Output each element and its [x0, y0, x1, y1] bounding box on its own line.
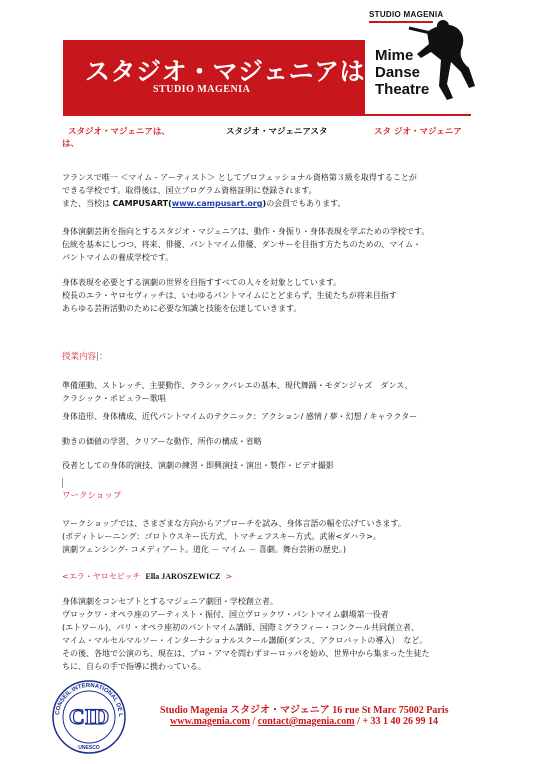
p2-line1: 身体演劇芸術を指向とするスタジオ・マジェニアは、動作・身振り・身体表現を学ぶための学校です。: [62, 227, 430, 236]
p1-line2: できる学校です。取得後は、国立プログラム資格証明に登録されます。: [62, 186, 317, 195]
p3-line2: 校長のエラ・ヤロセヴィッチは、いわゆるパントマイムにとどまらず、生徒たちが将来目指す: [62, 291, 397, 300]
director-line3: (エトワール)、パリ・オペラ座初のパントマイム講師、国際ミグラフィー・コンクール共同創立者、: [62, 623, 419, 632]
footer-web-link[interactable]: www.magenia.com: [170, 716, 250, 727]
header-banner: [63, 40, 365, 114]
logo-mime: Mime: [375, 47, 414, 64]
footer-contacts: [170, 716, 438, 727]
intro-col2: スタジオ・マジェニアスタ: [226, 127, 328, 137]
footer-phone: / + 33 1 40 26 99 14: [354, 716, 439, 727]
footer-address: Studio Magenia スタジオ・マジェニア 16 rue St Marc 75002 Paris: [160, 705, 449, 716]
p2-line3: パントマイムの養成学校です。: [62, 253, 174, 262]
director-line2: ヴロックワ・オペラ座のアーティスト・振付、国立ヴロックワ・パントマイム劇場第一役者: [62, 610, 389, 619]
cursor-marker: [62, 478, 63, 488]
p1-line3-post: の会員でもあります。: [266, 199, 346, 208]
director-line1: 身体演劇をコンセプトとするマジェニア劇団・学校創立者。: [62, 597, 278, 606]
workshop-line2: (ボディトレーニング：ゴロトウスキー氏方式、トマチェフスキー方式。武術<ダハラ>。: [62, 532, 381, 541]
p1-line3-pre: また、当校は: [62, 199, 113, 208]
workshop-line1: ワークショップでは、さまざまな方向からアプローチを試み、身体言語の幅を広げていきます。: [62, 519, 406, 528]
intro-col3: スタ ジオ・マジェニア: [374, 127, 462, 137]
director-line5: その後、各地で公演のち、現在は、プロ・アマを問わずヨーロッパを始め、世界中から集まった生徒た: [62, 649, 430, 658]
campusart-link[interactable]: www.campusart.org: [171, 199, 263, 208]
p3-line1: 身体表現を必要とする演劇の世界を目指すすべての人々を対象としています。: [62, 278, 342, 287]
intro-col1: スタジオ・マジェニアは、: [68, 127, 170, 137]
campusart-label: CAMPUSART(: [112, 199, 172, 208]
campusart-close: ): [262, 199, 267, 208]
banner-title: スタジオ・マジェニアは: [85, 57, 366, 86]
classes-line1: 準備運動、ストレッチ、主要動作、クラシックバレエの基本、現代舞踊・モダンジャズ ダンス、: [62, 381, 413, 390]
seal-ring-text: CONSEIL INTERNATIONAL DE L: [55, 682, 124, 718]
footer-separator: /: [250, 716, 258, 727]
mime-danse-theatre-logo: [369, 10, 479, 114]
director-name: Ella JAROSZEWICZ: [145, 572, 221, 581]
p2-line2: 伝統を基本にしつつ、将来、俳優、パントマイム俳優、ダンサーを目指す方たちのための、マイム・: [62, 240, 422, 249]
logo-theatre: Theatre: [375, 81, 430, 98]
director-heading: [62, 570, 232, 583]
seal-unesco: UNESCO: [78, 745, 100, 751]
director-heading-open: <エラ・ヤロセビッチ: [62, 572, 141, 581]
classes-heading-suffix: ：: [99, 352, 108, 362]
banner-subtitle: STUDIO MAGENIA: [153, 84, 251, 95]
logo-top-text: STUDIO MAGENIA: [369, 10, 444, 19]
director-line6: ちに、自らの手で指導に携わっている。: [62, 662, 206, 671]
p3-line3: あらゆる芸術活動のために必要な知識と技能を伝達していきます。: [62, 304, 302, 313]
header-rule: [63, 114, 471, 116]
logo-danse: Danse: [375, 64, 421, 81]
classes-line5: 役者としての身体的演技、演劇の練習・即興演技・演出・製作・ビデオ撮影: [62, 461, 334, 470]
classes-heading-text: 授業内容: [62, 352, 97, 362]
intro-col1-wrap: は、: [62, 139, 80, 149]
classes-line3: 身体造形、身体構成、近代パントマイムのテクニック：アクション/ 感情 / 夢・幻想 / キャラクター: [62, 412, 418, 421]
heading-separator: [97, 352, 98, 361]
footer-email-link[interactable]: contact@magenia.com: [257, 716, 355, 727]
classes-heading: [62, 351, 108, 364]
cid-unesco-seal: [50, 676, 128, 758]
p1-line3: [62, 197, 346, 210]
workshop-line3: 演劇フェンシング- コメディアート。道化 － マイム － 喜劇。舞台芸術の歴史。): [62, 545, 346, 554]
workshop-heading: ワークショップ: [62, 491, 122, 501]
cid-seal-icon: [50, 676, 128, 758]
classes-line4: 動きの価値の学習、クリアーな動作、所作の構成・省略: [62, 437, 262, 446]
p1-line1: フランスで唯一 ＜マイム - アーティスト＞ としてプロフェッショナル資格第３級を取得することが: [62, 173, 417, 182]
director-heading-close: >: [225, 572, 233, 581]
director-line4: マイム・マルセルマルソー・インターナショナルスクール講師(ダンス、アクロバットの導入） など。: [62, 636, 428, 645]
seal-mark: CID: [68, 704, 110, 729]
classes-line2: クラシック・ポピュラー歌唱: [62, 394, 166, 403]
